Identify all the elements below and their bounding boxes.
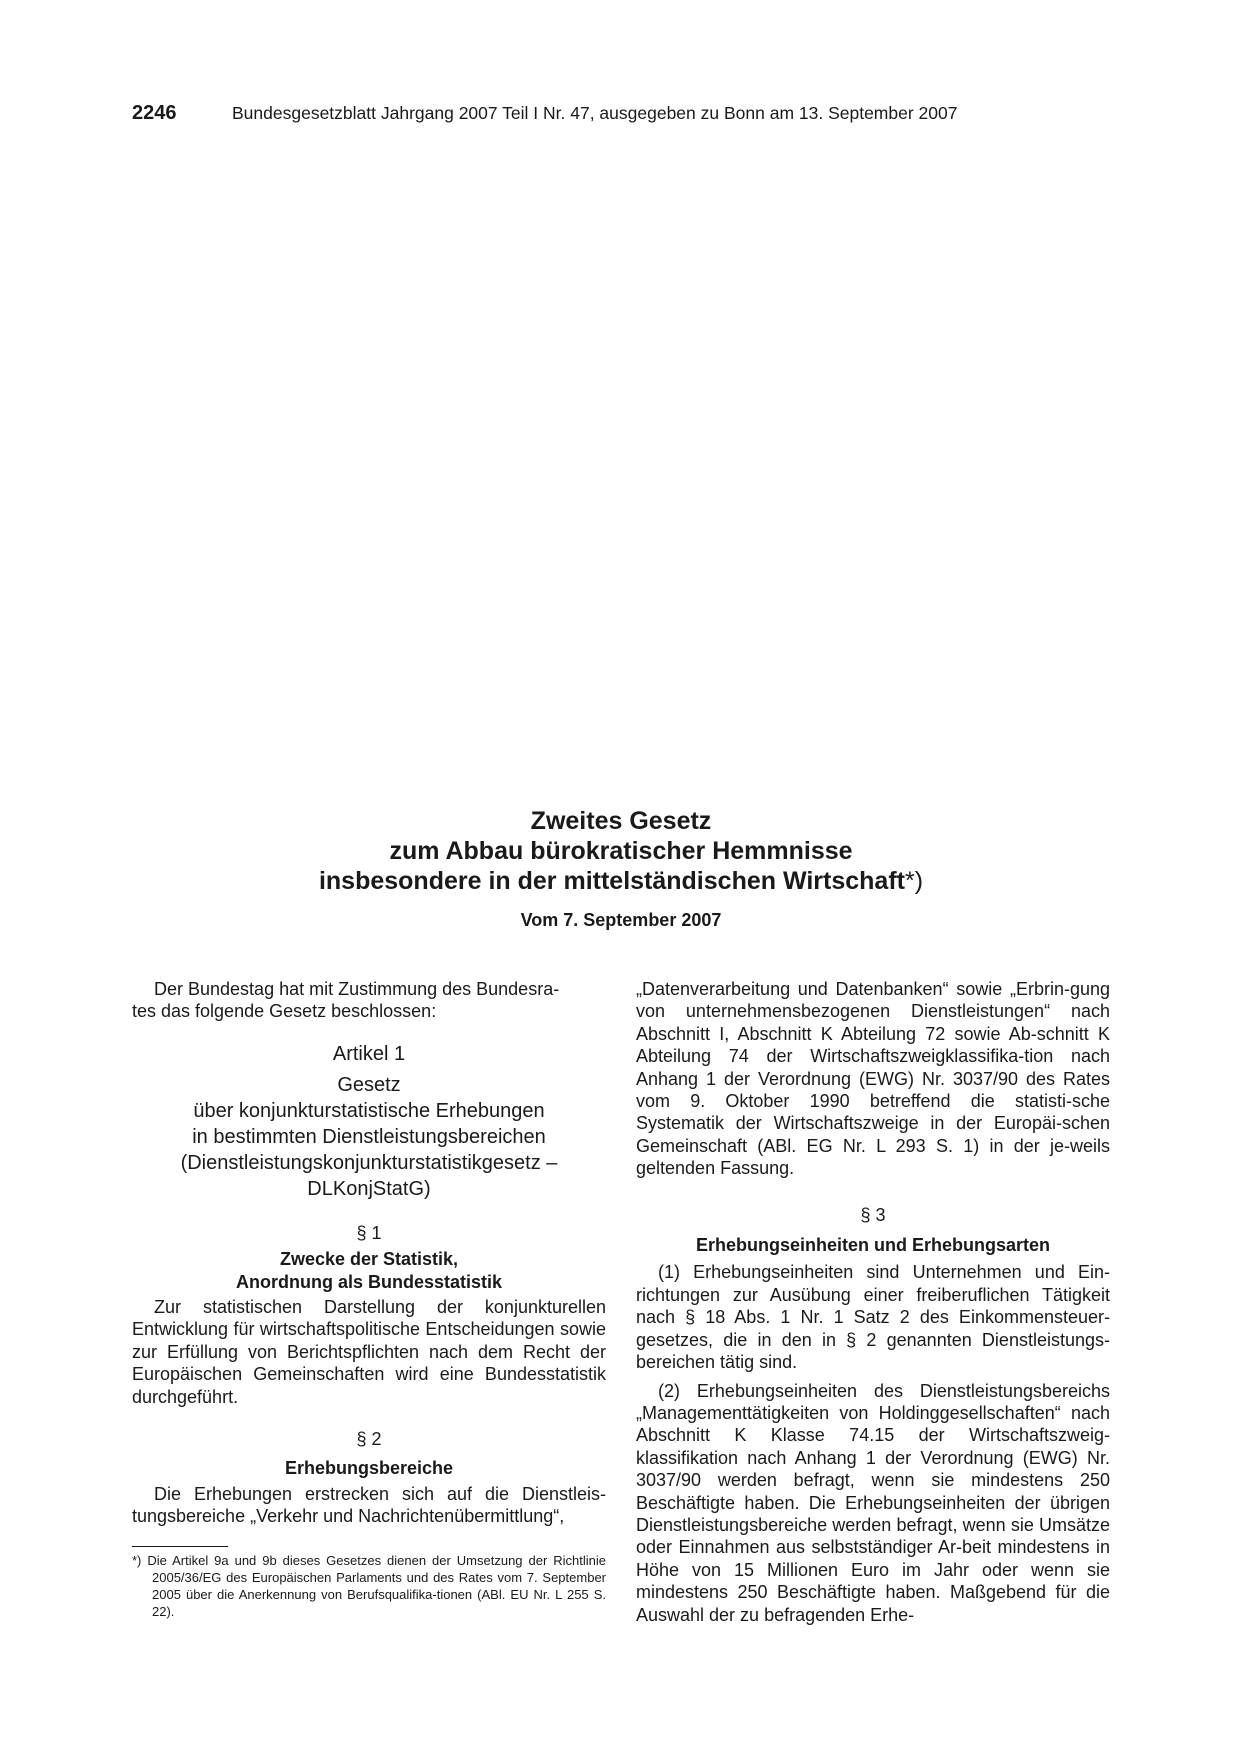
section-3-heading: Erhebungseinheiten und Erhebungsarten (695, 1235, 1051, 1256)
section-1-heading-line-1: Zwecke der Statistik, (279, 1249, 459, 1270)
gesetz-title-line-4: DLKonjStatG) (307, 1177, 431, 1200)
section-2-continued-text: „Datenverarbeitung und Datenbanken“ sowie „Erbrin-gung von unternehmensbezogenen Dienstleistungen“ nach Abschnitt I, Abschnitt K Abteilung 72 sowie Ab-schnitt K Abteilung 74 der Wirtschaftszweigklassifika-tion nach Anhang 1 der Verordnung (EWG) Nr. 3037/90 des Rates vom 9. Oktober 1990 betreffend die statisti-sche Systematik der Wirtschaftszweige in der Europäi-schen Gemeinschaft (ABl. EG Nr. L 293 S. 1) in der je-weils geltenden Fassung. (636, 979, 1110, 1179)
section-2-heading: Erhebungsbereiche (284, 1458, 454, 1479)
gesetz-title-line-2: in bestimmten Dienstleistungsbereichen (192, 1125, 546, 1148)
footnote: *) Die Artikel 9a und 9b dieses Gesetzes dienen der Umsetzung der Richtlinie 2005/36/EG des Europäischen Parlaments und des Rates vom 7. September 2005 über die Anerkennung von Berufsqualifika-tionen (ABl. EU Nr. L 255 S. 22). (132, 1552, 606, 1619)
gesetz-title-line-1: über konjunkturstatistische Erhebungen (193, 1099, 545, 1122)
section-3-mark: § 3 (860, 1204, 886, 1225)
footnote-rule (132, 1546, 228, 1547)
section-1-mark: § 1 (356, 1222, 382, 1243)
running-header (132, 98, 1112, 128)
section-2-text: Die Erhebungen erstrecken sich auf die Dienstleis-tungsbereiche „Verkehr und Nachrichtenübermittlung“, (132, 1483, 606, 1527)
left-column (132, 978, 606, 1620)
gesetz-label: Gesetz (337, 1073, 401, 1096)
section-1-heading-line-2: Anordnung als Bundesstatistik (235, 1271, 503, 1292)
right-column (636, 978, 1110, 1626)
section-2-mark: § 2 (356, 1429, 382, 1450)
law-date: Vom 7. September 2007 (520, 910, 722, 930)
law-title-line-2: zum Abbau bürokratischer Hemmnisse (389, 837, 853, 865)
artikel-number: Artikel 1 (332, 1042, 406, 1065)
footnote-reference: *) (904, 867, 924, 895)
gesetz-title-line-3: (Dienstleistungskonjunkturstatistikgesetz – (180, 1151, 558, 1174)
section-1-text: Zur statistischen Darstellung der konjunkturellen Entwicklung für wirtschaftspolitische Entscheidungen sowie zur Erfüllung von Berichtspflichten nach dem Recht der Europäischen Gemeinschaften wird eine Bundesstatistik durchgeführt. (132, 1297, 606, 1407)
law-title-line-3 (132, 866, 1110, 896)
law-title (132, 806, 1110, 896)
law-title-line-3-text: insbesondere in der mittelständischen Wirtschaft (318, 867, 905, 895)
section-3-paragraph-2: (2) Erhebungseinheiten des Dienstleistungsbereichs „Managementtätigkeiten von Holdinggesellschaften“ nach Abschnitt K Klasse 74.15 der Wirtschaftszweig-klassifikation nach Anhang 1 der Verordnung (EWG) Nr. 3037/90 werden befragt, wenn sie mindestens 250 Beschäftigte haben. Die Erhebungseinheiten der übrigen Dienstleistungsbereiche werden befragt, wenn sie Umsätze oder Einnahmen aus selbstständiger Ar-beit mindestens in Höhe von 15 Millionen Euro im Jahr oder wenn sie mindestens 250 Beschäftigte haben. Maßgebend für die Auswahl der zu befragenden Erhe- (636, 1380, 1110, 1625)
section-3-paragraph-1: (1) Erhebungseinheiten sind Unternehmen und Ein-richtungen zur Ausübung einer freiberuflichen Tätigkeit nach § 18 Abs. 1 Nr. 1 Satz 2 des Einkommensteuer-gesetzes, die in den in § 2 genannten Dienstleistungs-bereichen tätig sind. (636, 1262, 1110, 1373)
artikel-heading (132, 1041, 606, 1202)
page-number: 2246 (132, 102, 177, 124)
law-title-line-1: Zweites Gesetz (530, 807, 712, 835)
preamble-line-2: tes das folgende Gesetz beschlossen: (132, 1001, 437, 1022)
preamble-line-1: Der Bundestag hat mit Zustimmung des Bundesra- (154, 979, 560, 999)
running-title: Bundesgesetzblatt Jahrgang 2007 Teil I Nr. 47, ausgegeben zu Bonn am 13. September 2007 (232, 103, 958, 123)
